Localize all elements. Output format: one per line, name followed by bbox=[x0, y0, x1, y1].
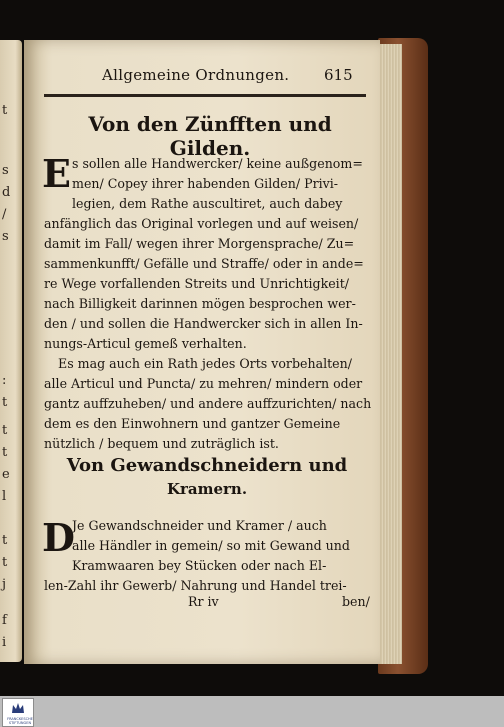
facing-page-fragment: t bbox=[2, 533, 8, 548]
text-line: anfänglich das Original vorlegen und auf weisen/ bbox=[44, 216, 359, 231]
text-line: den / und sollen die Handwercker sich in allen In- bbox=[44, 316, 363, 331]
subtitle-line: Von Gewandschneidern und bbox=[66, 455, 348, 476]
text-line: nungs-Articul gemeß verhalten. bbox=[44, 336, 247, 351]
facing-page-fragment: f bbox=[2, 613, 7, 628]
library-logo bbox=[2, 698, 34, 727]
text-line: Es mag auch ein Rath jedes Orts vorbehalten/ bbox=[58, 356, 352, 371]
text-line: alle Händler in gemein/ so mit Gewand und bbox=[72, 538, 350, 553]
text-line: damit im Fall/ wegen ihrer Morgensprache/ Zu= bbox=[44, 236, 355, 251]
facing-page-fragment: t bbox=[2, 555, 8, 570]
facing-page-fragment: l bbox=[2, 489, 7, 504]
text-line: Kramwaaren bey Stücken oder nach El- bbox=[72, 558, 327, 573]
signature-mark: Rr iv bbox=[188, 594, 219, 609]
facing-page-fragment: t bbox=[2, 445, 8, 460]
text-line: gantz auffzuheben/ und andere auffzurichten/ nach bbox=[44, 396, 372, 411]
facing-page-fragment: i bbox=[2, 635, 7, 650]
text-line: nach Billigkeit darinnen mögen besprochen wer- bbox=[44, 296, 356, 311]
section-body bbox=[42, 151, 372, 454]
text-line: men/ Copey ihrer habenden Gilden/ Privi- bbox=[72, 176, 339, 191]
book-page bbox=[24, 40, 380, 664]
facing-page-fragment: s bbox=[2, 229, 9, 244]
text-line: dem es den Einwohnern und gantzer Gemeine bbox=[44, 416, 341, 431]
text-line: sammenkunfft/ Gefälle und Straffe/ oder in ande= bbox=[44, 256, 364, 271]
text-line: Je Gewandschneider und Kramer / auch bbox=[72, 518, 327, 533]
facing-page-edge bbox=[0, 40, 22, 662]
text-line: nützlich / bequem und zuträglich ist. bbox=[44, 436, 279, 451]
facing-page-fragment: e bbox=[2, 467, 10, 482]
text-line: len-Zahl ihr Gewerb/ Nahrung und Handel trei- bbox=[44, 578, 347, 593]
facing-page-fragment: j bbox=[2, 577, 7, 592]
text-line: s sollen alle Handwercker/ keine außgenom= bbox=[72, 156, 363, 171]
library-name: FRANCKESCHE STIFTUNGEN bbox=[7, 717, 33, 725]
text-line: re Wege vorfallenden Streits und Unrichtigkeit/ bbox=[44, 276, 350, 291]
library-footer-bar bbox=[0, 696, 504, 727]
facing-page-fragment: s bbox=[2, 163, 9, 178]
facing-page-fragment: t bbox=[2, 103, 8, 118]
crown-icon bbox=[11, 701, 25, 715]
text-line: legien, dem Rathe auscultiret, auch dabey bbox=[72, 196, 343, 211]
section-body bbox=[44, 516, 370, 596]
facing-page-fragment: d bbox=[2, 185, 11, 200]
facing-page-fragment: / bbox=[2, 207, 7, 222]
drop-cap: D bbox=[42, 515, 75, 560]
section-title: Von den Zünfften und Gilden. bbox=[88, 112, 332, 160]
subtitle-line: Kramern. bbox=[166, 480, 248, 498]
drop-cap: E bbox=[42, 151, 71, 196]
facing-page-fragment: t bbox=[2, 423, 8, 438]
header-rule bbox=[44, 94, 366, 97]
text-line: alle Articul und Puncta/ zu mehren/ mindern oder bbox=[44, 376, 363, 391]
catchword: ben/ bbox=[342, 594, 370, 609]
facing-page-fragment: : bbox=[2, 373, 7, 388]
page-number: 615 bbox=[324, 66, 353, 84]
section-subtitle bbox=[44, 454, 370, 500]
facing-page-fragment: t bbox=[2, 395, 8, 410]
running-head: Allgemeine Ordnungen. bbox=[102, 66, 290, 84]
